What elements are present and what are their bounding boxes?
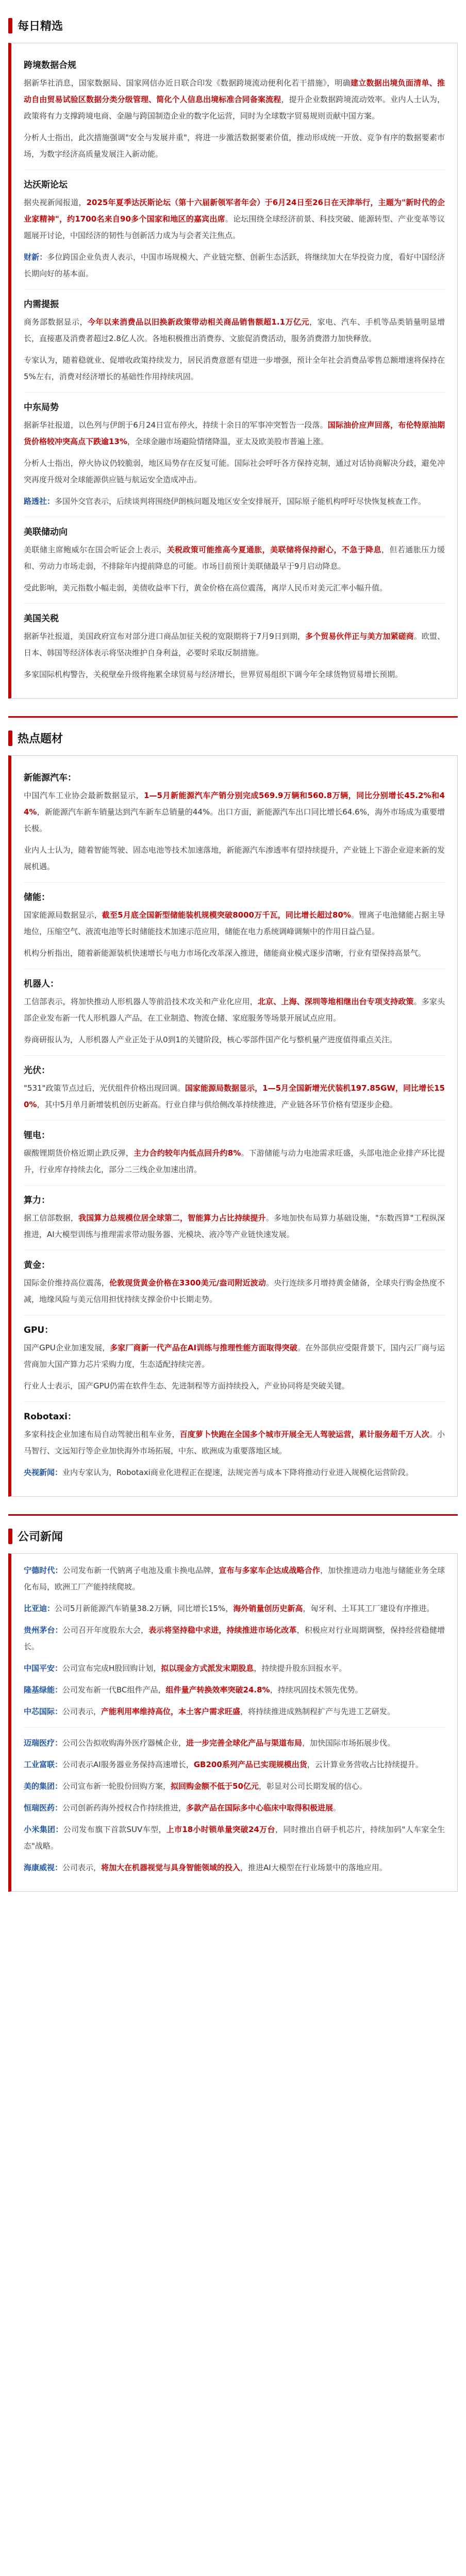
news-paragraph: [24, 1660, 445, 1676]
highlight-text: 今年以来消费品以旧换新政策带动相关商品销售额超1.1万亿元: [87, 317, 310, 327]
section-title: 公司新闻: [18, 1531, 63, 1544]
section-header: [8, 1528, 458, 1544]
topic-heading: GPU：: [24, 1325, 54, 1335]
highlight-text: 建立数据出境负面清单、推动自由贸易试验区数据分类分级管理、简化个人信息出境标准合同备案流程: [24, 78, 445, 104]
text-run: 。欧盟、日本、韩国等经济体表示将坚决维护自身利益，必要时采取反制措施。: [24, 632, 445, 657]
text-run: 多家科技企业加速布局自动驾驶出租车业务，: [24, 1430, 180, 1439]
text-run: "531"政策节点过后，光伏组件价格出现回调。: [24, 1083, 185, 1093]
text-run: 国产GPU企业加速发展，: [24, 1343, 110, 1352]
divider: [24, 289, 445, 290]
text-run: ，彰显对公司长期发展的信心。: [258, 1782, 367, 1791]
news-paragraph: [24, 1756, 445, 1773]
highlight-text: 产能利用率维持高位，本土客户需求旺盛: [101, 1707, 241, 1716]
highlight-text: 拟以现金方式派发末期股息: [161, 1664, 254, 1673]
text-run: 行业人士表示，国产GPU仍需在软件生态、先进制程等方面持续投入，产业协同将是突破关键。: [24, 1381, 350, 1391]
text-run: 据央视新闻报道，: [24, 198, 87, 207]
news-paragraph: [24, 194, 445, 244]
topic-heading: 新能源汽车：: [24, 773, 76, 783]
text-run: 分析人士指出，此次措施强调"安全与发展并重"，将进一步激活数据要素价值，推动形成统一开放、竞争有序的数据要素市场，为数字经济高质量发展注入新动能。: [24, 133, 445, 159]
section-marker: [8, 731, 12, 746]
news-paragraph: [24, 1378, 445, 1394]
text-run: 美联储主席鲍威尔在国会听证会上表示，: [24, 545, 167, 554]
news-paragraph: [24, 1682, 445, 1698]
news-paragraph: [24, 1562, 445, 1595]
text-run: ，持续提升股东回报水平。: [254, 1664, 347, 1673]
news-paragraph: [24, 1859, 445, 1876]
topic-heading: 算力：: [24, 1195, 50, 1206]
text-run: 受此影响，美元指数小幅走弱，美债收益率下行，黄金价格在高位震荡，离岸人民币对美元汇率小幅升值。: [24, 583, 388, 592]
divider: [24, 882, 445, 883]
news-paragraph: [24, 1031, 445, 1048]
section-header: [8, 730, 458, 746]
news-paragraph: [24, 1800, 445, 1816]
text-run: 。小马智行、文远知行等企业加快海外市场拓展，中东、欧洲成为重要落地区域。: [24, 1430, 445, 1455]
text-run: 公司5月新能源汽车销量38.2万辆，同比增长15%，: [55, 1604, 234, 1613]
news-paragraph: [24, 1778, 445, 1794]
text-run: 公司表示AI服务器业务保持高速增长，: [62, 1760, 194, 1769]
text-run: 专家认为，随着稳就业、促增收政策持续发力，居民消费意愿有望进一步增强，预计全年社会消费品零售总额增速将保持在5%左右，消费对经济增长的基础性作用持续巩固。: [24, 355, 445, 381]
highlight-text: 主力合约较年内低点回升约8%: [134, 1148, 241, 1158]
company-name: 美的集团：: [24, 1782, 63, 1791]
divider: [24, 1055, 445, 1056]
text-run: 。论坛围绕全球经济前景、科技突破、能源转型、产业变革等议题展开讨论，中国经济的韧性与创新活力成为与会者关注焦点。: [24, 214, 445, 240]
topic-heading: Robotaxi：: [24, 1412, 77, 1422]
text-run: 。: [333, 1803, 341, 1812]
news-paragraph: [24, 1821, 445, 1854]
text-run: ，家电、汽车、手机等品类销量明显增长，直接惠及消费者超过2.8亿人次。各地积极推出消费券、文旅促消费活动，服务消费潜力加快释放。: [24, 317, 445, 343]
section-card: [8, 1553, 458, 1892]
topic-heading: 达沃斯论坛: [24, 180, 68, 190]
news-paragraph: [24, 1426, 445, 1459]
news-paragraph: [24, 129, 445, 162]
topic-heading: 储能：: [24, 892, 50, 903]
text-run: 机构分析指出，随着新能源装机快速增长与电力市场化改革深入推进，储能商业模式逐步清晰，行业有望保持高景气。: [24, 948, 426, 958]
company-name: 海康威视：: [24, 1863, 63, 1872]
text-run: 据新华社报道，以色列与伊朗于6月24日宣布停火，持续十余日的军事冲突暂告一段落。: [24, 420, 328, 430]
highlight-text: 多款产品在国际多中心临床中取得积极进展: [186, 1803, 334, 1812]
text-run: ，全球金融市场避险情绪降温，亚太及欧美股市普遍上涨。: [127, 437, 328, 446]
text-run: 券商研报认为，人形机器人产业正处于从0到1的关键阶段，核心零部件国产化与整机量产进度值得重点关注。: [24, 1035, 397, 1044]
company-name: 比亚迪：: [24, 1604, 55, 1613]
text-run: 。下游储能与动力电池需求旺盛，头部电池企业排产环比提升，行业库存持续去化，部分二三线企业加速出清。: [24, 1148, 445, 1174]
highlight-text: 百度萝卜快跑在全国多个城市开展全无人驾驶运营，累计服务超千万人次: [179, 1430, 429, 1439]
company-name: 宁德时代：: [24, 1566, 63, 1575]
text-run: ，加快国际市场拓展步伐。: [302, 1738, 395, 1748]
news-paragraph: [24, 1145, 445, 1178]
topic-heading: 美联储动向: [24, 527, 68, 537]
text-run: ，推进AI大模型在行业场景中的落地应用。: [240, 1863, 387, 1872]
news-paragraph: [24, 1703, 445, 1720]
news-paragraph: [24, 1080, 445, 1113]
highlight-text: 伦敦现货黄金价格在3300美元/盎司附近波动: [109, 1278, 266, 1287]
news-paragraph: [24, 1340, 445, 1372]
news-paragraph: [24, 314, 445, 347]
source-label: 财新：: [24, 252, 47, 262]
text-run: 国家能源局数据显示，: [24, 910, 102, 920]
highlight-text: 多个贸易伙伴正与美方加紧磋商: [305, 632, 414, 641]
news-paragraph: [24, 907, 445, 940]
text-run: 。多地加快布局算力基础设施，"东数西算"工程纵深推进，AI大模型训练与推理需求带动服务器、光模块、液冷等产业链快速发展。: [24, 1213, 445, 1239]
text-run: 公司召开年度股东大会，: [62, 1625, 149, 1635]
news-paragraph: [24, 945, 445, 961]
highlight-text: 多家厂商新一代产品在AI训练与推理性能方面取得突破: [110, 1343, 297, 1352]
text-run: 工信部表示，将加快推动人形机器人等前沿技术攻关和产业化应用，: [24, 997, 258, 1006]
topic-heading: 内需提振: [24, 299, 59, 310]
text-run: ，提升企业数据跨境流动效率。业内人士认为，政策将有力支撑跨境电商、金融与跨国制造企业的数字化运营，同时为全球数字贸易规则贡献中国方案。: [24, 95, 445, 121]
highlight-text: 将加大在机器视觉与具身智能领域的投入: [101, 1863, 241, 1872]
news-paragraph: [24, 993, 445, 1026]
topic-heading: 锂电：: [24, 1130, 50, 1141]
text-run: 。央行连续多月增持黄金储备，全球央行购金热度不减，地缘风险与美元信用担忧持续支撑金价中长期走势。: [24, 1278, 445, 1304]
news-paragraph: [24, 580, 445, 596]
text-run: 。多家头部企业发布新一代人形机器人产品，在工业制造、物流仓储、家庭服务等场景开展试点应用。: [24, 997, 445, 1023]
news-paragraph: [24, 1210, 445, 1243]
text-run: ，将持续推进成熟制程扩产与先进工艺研发。: [240, 1707, 395, 1716]
highlight-text: 北京、上海、深圳等地相继出台专项支持政策: [257, 997, 414, 1006]
news-paragraph: [24, 787, 445, 837]
text-run: 公司宣布新一轮股份回购方案，: [62, 1782, 171, 1791]
section-marker: [8, 1529, 12, 1544]
topic-heading: 机器人：: [24, 979, 59, 989]
news-paragraph: [24, 1464, 445, 1481]
news-paragraph: [24, 75, 445, 124]
news-paragraph: [24, 352, 445, 385]
text-run: 国际金价维持高位震荡，: [24, 1278, 110, 1287]
text-run: ，持续巩固技术领先优势。: [270, 1685, 363, 1694]
highlight-text: 1—5月新能源汽车产销分别完成569.9万辆和560.8万辆，同比分别增长45.2%和44%: [24, 791, 445, 817]
news-paragraph: [24, 1600, 445, 1617]
section-divider: [8, 716, 458, 718]
news-paragraph: [24, 1275, 445, 1308]
text-run: 业内专家认为，Robotaxi商业化进程正在提速，法规完善与成本下降将推动行业进入规模化运营阶段。: [62, 1468, 413, 1477]
text-run: 公司发布新一代钠离子电池及重卡换电品牌，: [62, 1566, 219, 1575]
text-run: 公司创新药海外授权合作持续推进，: [62, 1803, 187, 1812]
text-run: 。在外部供应受限背景下，国内云厂商与运营商加大国产算力芯片采购力度，生态适配持续完善。: [24, 1343, 445, 1369]
highlight-text: 进一步完善全球化产品与渠道布局: [186, 1738, 303, 1748]
text-run: ，同时推出自研手机芯片，持续加码"人车家全生态"战略。: [24, 1825, 445, 1851]
company-name: 工业富联：: [24, 1760, 63, 1769]
news-paragraph: [24, 249, 445, 282]
highlight-text: 组件量产转换效率突破24.8%: [165, 1685, 270, 1694]
text-run: 。锂离子电池储能占据主导地位，压缩空气、液流电池等长时储能技术加速示范应用，储能在电力系统调峰调频中的作用日益凸显。: [24, 910, 445, 936]
company-name: 中芯国际：: [24, 1707, 63, 1716]
company-name: 中国平安：: [24, 1664, 63, 1673]
text-run: 多位跨国企业负责人表示，中国市场规模大、产业链完整、创新生态活跃，将继续加大在华投资力度，看好中国经济长期向好的基本面。: [24, 252, 445, 278]
text-run: 公司表示，: [62, 1863, 102, 1872]
section-title: 热点题材: [18, 733, 63, 745]
text-run: ，云计算业务营收占比持续提升。: [307, 1760, 423, 1769]
divider: [24, 1120, 445, 1121]
news-paragraph: [24, 417, 445, 450]
text-run: 多国外交官表示，后续谈判将围绕伊朗核问题及地区安全安排展开，国际原子能机构呼吁尽快恢复核查工作。: [55, 497, 426, 506]
divider: [24, 603, 445, 604]
text-run: 商务部数据显示，: [24, 317, 88, 327]
highlight-text: GB200系列产品已实现规模出货: [193, 1760, 307, 1769]
highlight-text: 国际油价应声回落，布伦特原油期货价格较冲突高点下跌逾13%: [24, 420, 445, 446]
highlight-text: 宣布与多家车企达成战略合作: [219, 1566, 320, 1575]
text-run: ，匈牙利、土耳其工厂建设有序推进。: [303, 1604, 435, 1613]
section-card: [8, 755, 458, 1497]
text-run: 公司发布旗下首款SUV车型，: [63, 1825, 167, 1834]
company-name: 贵州茅台：: [24, 1625, 63, 1635]
text-run: ，但若通胀压力缓和、劳动力市场走弱，不排除年内提前降息的可能。市场目前预计美联储最早于9月启动降息。: [24, 545, 445, 571]
company-name: 恒瑞医药：: [24, 1803, 63, 1812]
highlight-text: 表示将坚持稳中求进，持续推进市场化改革: [148, 1625, 297, 1635]
highlight-text: 上市18小时锁单量突破24万台: [166, 1825, 275, 1834]
text-run: ，积极应对行业周期调整，保持经营稳健增长。: [24, 1625, 445, 1651]
news-paragraph: [24, 541, 445, 574]
source-label: 路透社：: [24, 497, 55, 506]
news-paragraph: [24, 493, 445, 510]
text-run: ，加快推进动力电池与储能业务全球化布局，欧洲工厂产能持续爬坡。: [24, 1566, 445, 1591]
text-run: 中国汽车工业协会最新数据显示，: [24, 791, 144, 800]
section-title: 每日精选: [18, 20, 63, 33]
company-name: 隆基绿能：: [24, 1685, 63, 1694]
text-run: 据新华社报道，美国政府宣布对部分进口商品加征关税的宽限期将于7月9日到期，: [24, 632, 306, 641]
highlight-text: 截至5月底全国新型储能装机规模突破8000万千瓦，同比增长超过80%: [102, 910, 351, 920]
topic-heading: 黄金：: [24, 1260, 50, 1270]
company-name: 迈瑞医疗：: [24, 1738, 63, 1748]
highlight-text: 关税政策可能推高今夏通胀，美联储将保持耐心，不急于降息: [167, 545, 382, 554]
divider: [24, 392, 445, 393]
text-run: ，新能源汽车新车销量达到汽车新车总销量的44%。出口方面，新能源汽车出口同比增长64.6%，海外市场成为重要增长极。: [24, 807, 445, 833]
text-run: 公司发布新一代BC组件产品，: [62, 1685, 166, 1694]
topic-heading: 美国关税: [24, 614, 59, 624]
section-marker: [8, 18, 12, 33]
section-card: [8, 43, 458, 699]
text-run: 据工信部数据，: [24, 1213, 79, 1223]
highlight-text: 我国算力总规模位居全球第二，智能算力占比持续提升: [78, 1213, 266, 1223]
topic-heading: 中东局势: [24, 402, 59, 413]
text-run: 据新华社消息，国家数据局、国家网信办近日联合印发《数据跨境流动便利化若干措施》，明确: [24, 78, 351, 88]
text-run: 公司宣布完成H股回购计划，: [62, 1664, 161, 1673]
company-name: 小米集团：: [24, 1825, 63, 1834]
section-header: [8, 18, 458, 33]
text-run: 业内人士认为，随着智能驾驶、固态电池等技术加速落地，新能源汽车渗透率有望持续提升，产业链上下游企业迎来新的发展机遇。: [24, 845, 445, 871]
text-run: 分析人士指出，停火协议仍较脆弱，地区局势存在反复可能。国际社会呼吁各方保持克制，通过对话协商解决分歧，避免冲突再度升级对全球能源供应链与航运安全造成冲击。: [24, 459, 445, 484]
text-run: 公司表示，: [62, 1707, 102, 1716]
topic-heading: 光伏：: [24, 1065, 50, 1076]
section-divider: [8, 1514, 458, 1516]
highlight-text: 国家能源局数据显示，1—5月全国新增光伏装机197.85GW，同比增长150%: [24, 1083, 445, 1109]
news-paragraph: [24, 666, 445, 683]
topic-heading: 跨境数据合规: [24, 60, 76, 71]
text-run: 碳酸锂期货价格近期止跌反弹，: [24, 1148, 134, 1158]
text-run: 多家国际机构警告，关税壁垒升级将拖累全球贸易与经济增长，世界贸易组织下调今年全球货物贸易增长预期。: [24, 670, 403, 679]
text-run: ，其中5月单月新增装机创历史新高。行业自律与供给侧改革持续推进，产业链各环节价格有望逐步企稳。: [37, 1100, 398, 1109]
text-run: 公司公告拟收购海外医疗器械企业，: [62, 1738, 187, 1748]
divider: [24, 1401, 445, 1402]
highlight-text: 2025年夏季达沃斯论坛（第十六届新领军者年会）于6月24日至26日在天津举行，主题为"新时代的企业家精神"，约1700名来自90多个国家和地区的嘉宾出席: [24, 198, 445, 224]
news-paragraph: [24, 628, 445, 661]
news-paragraph: [24, 455, 445, 488]
highlight-text: 海外销量创历史新高: [233, 1604, 303, 1613]
news-paragraph: [24, 842, 445, 875]
news-paragraph: [24, 1735, 445, 1751]
source-label: 央视新闻：: [24, 1468, 63, 1477]
news-paragraph: [24, 1622, 445, 1655]
highlight-text: 拟回购金额不低于50亿元: [171, 1782, 259, 1791]
